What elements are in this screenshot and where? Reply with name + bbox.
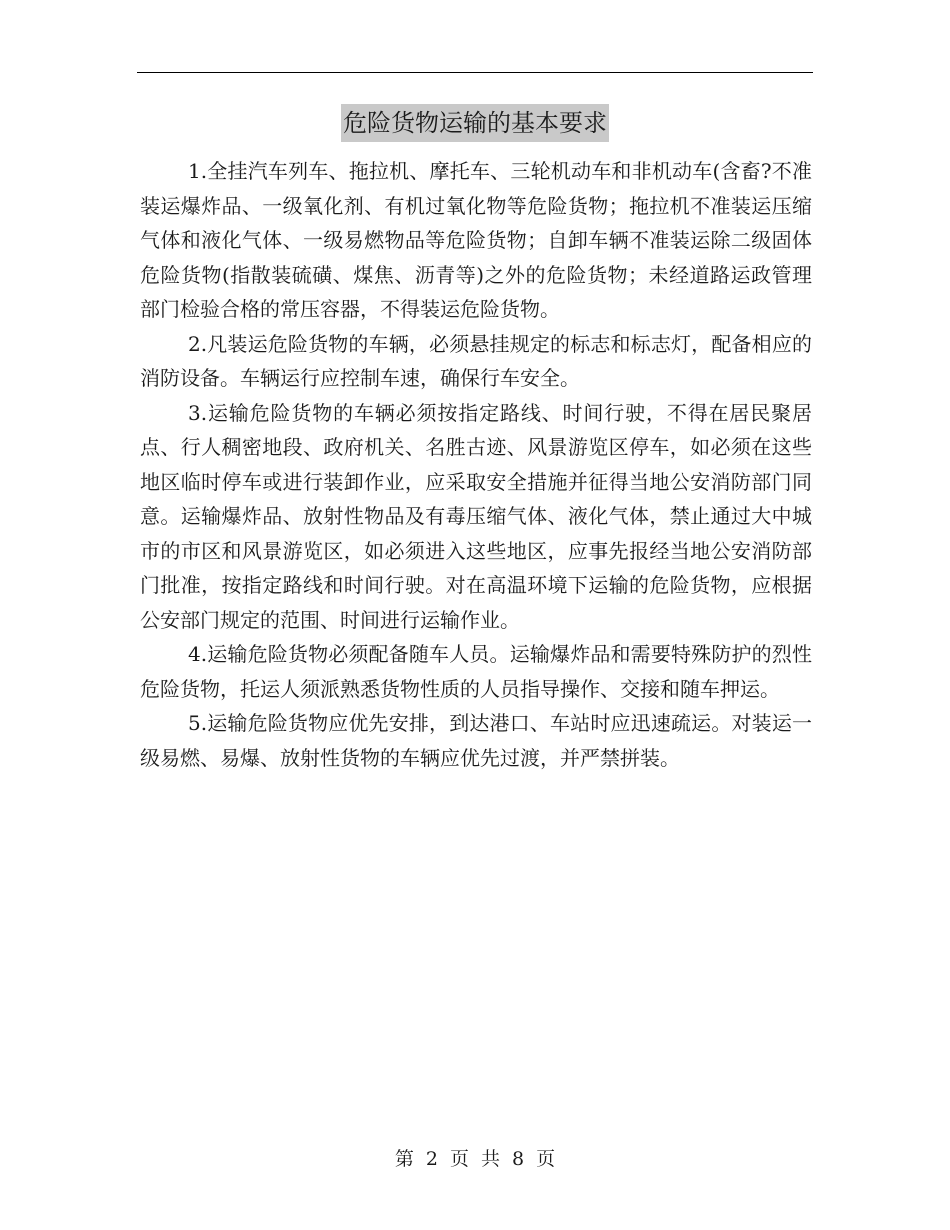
paragraph-5: 5.运输危险货物应优先安排，到达港口、车站时应迅速疏运。对装运一级易燃、易爆、放射性货物的车辆应优先过渡，并严禁拼装。 (140, 711, 812, 770)
paragraph-4: 4.运输危险货物必须配备随车人员。运输爆炸品和需要特殊防护的烈性危险货物，托运人须派熟悉货物性质的人员指导操作、交接和随车押运。 (140, 642, 812, 701)
paragraph-3: 3.运输危险货物的车辆必须按指定路线、时间行驶，不得在居民聚居点、行人稠密地段、政府机关、名胜古迹、风景游览区停车，如必须在这些地区临时停车或进行装卸作业，应采取安全措施并征得当地公安消防部门同意。运输爆炸品、放射性物品及有毒压缩气体、液化气体，禁止通过大中城市的市区和风景游览区，如必须进入这些地区，应事先报经当地公安消防部门批准，按指定路线和时间行驶。对在高温环境下运输的危险货物，应根据公安部门规定的范围、时间进行运输作业。 (140, 400, 812, 632)
document-title: 危险货物运输的基本要求 (341, 104, 609, 142)
document-body (140, 154, 812, 775)
paragraph-1: 1.全挂汽车列车、拖拉机、摩托车、三轮机动车和非机动车(含畜?不准装运爆炸品、一级氧化剂、有机过氧化物等危险货物；拖拉机不准装运压缩气体和液化气体、一级易燃物品等危险货物；自卸车辆不准装运除二级固体危险货物(指散装硫磺、煤焦、沥青等)之外的危险货物；未经道路运政管理部门检验合格的常压容器，不得装运危险货物。 (140, 159, 812, 321)
paragraph-2: 2.凡装运危险货物的车辆，必须悬挂规定的标志和标志灯，配备相应的消防设备。车辆运行应控制车速，确保行车安全。 (140, 331, 812, 390)
header-rule (137, 72, 813, 73)
title-container (0, 104, 950, 142)
page-footer: 第 2 页 共 8 页 (394, 1148, 556, 1170)
